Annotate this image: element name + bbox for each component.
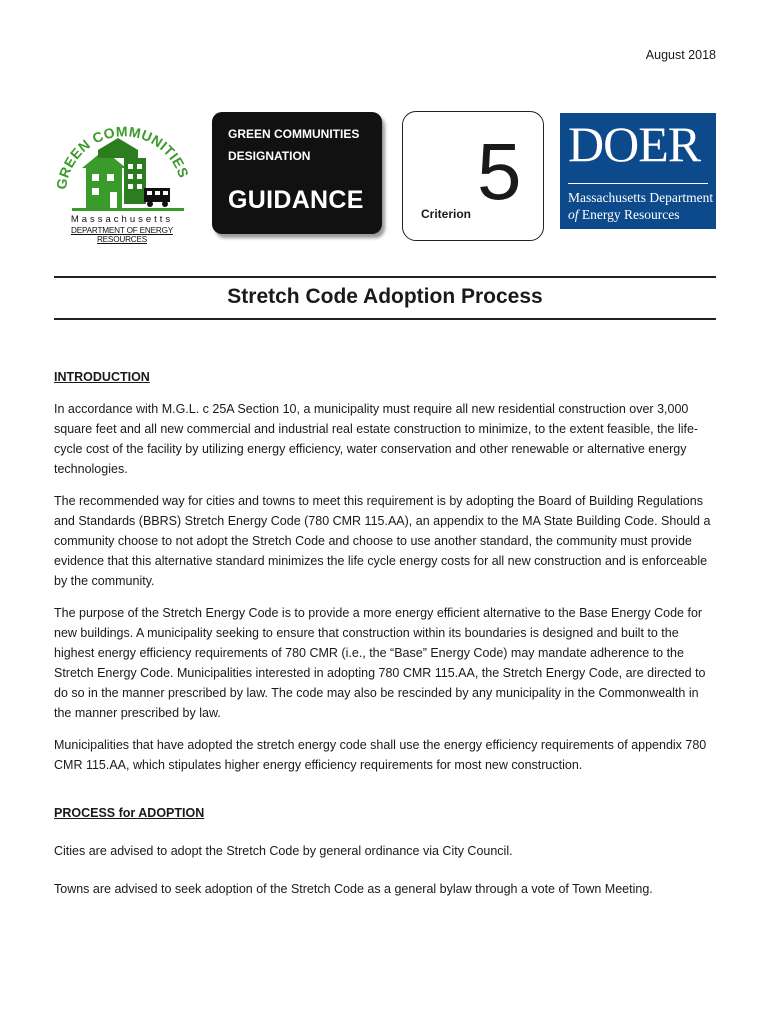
- criterion-label: Criterion: [421, 207, 472, 221]
- criterion-box: [402, 111, 544, 241]
- intro-paragraph-1: In accordance with M.G.L. c 25A Section 10, a municipality must require all new residential construction over 3,000 square feet and all new commercial and industrial real estate construction to minimize, to the extent feasible, the life-cycle cost of the facility by utilizing energy efficiency, water conservation and other renewable or alternative energy technologies.: [54, 402, 699, 476]
- intro-paragraph-3: The purpose of the Stretch Energy Code is to provide a more energy efficient alternative to the Base Energy Code for new buildings. A municipality seeking to ensure that construction within its boundaries is designed and built to the highest energy efficiency requirements of 780 CMR (i.e., the “Base” Energy Code) may mandate adherence to the Stretch Energy Code. Municipalities interested in adopting 780 CMR 115.AA, the Stretch Energy Code, are directed to do so in the manner prescribed by law. The code may also be rescinded by any municipality in the Commonwealth in the manner prescribed by law.: [54, 606, 706, 720]
- criterion-number: 5: [477, 127, 522, 216]
- doer-name-of: of: [568, 207, 579, 222]
- intro-paragraph-2: The recommended way for cities and towns to meet this requirement is by adopting the Board of Building Regulations and Standards (BBRS) Stretch Energy Code (780 CMR 115.AA), an appendix to the MA State Building Code. Should a community choose to not adopt the Stretch Code and choose to use another standard, the community must provide evidence that this alternative standard minimizes the life cycle energy costs for all new construction and is enforceable by the community.: [54, 494, 711, 588]
- doer-mark: DOER: [568, 116, 701, 172]
- guidance-badge: [212, 112, 382, 234]
- page-title: Stretch Code Adoption Process: [227, 285, 543, 308]
- introduction-heading: INTRODUCTION: [54, 370, 150, 384]
- document-date: August 2018: [645, 48, 716, 62]
- title-rule-top: [54, 276, 716, 278]
- title-rule-bottom: [54, 318, 716, 320]
- gc-logo-state: Massachusetts: [70, 214, 174, 225]
- doer-divider: [568, 183, 708, 184]
- process-heading: PROCESS for ADOPTION: [54, 806, 205, 820]
- process-paragraph-2: Towns are advised to seek adoption of the Stretch Code as a general bylaw through a vote of Town Meeting.: [54, 882, 653, 896]
- guidance-line2: DESIGNATION: [228, 149, 311, 163]
- gc-arc-text: GREEN COMMUNITIES: [52, 123, 192, 191]
- gc-logo-department: DEPARTMENT OF ENERGY RESOURCES: [71, 226, 173, 244]
- document-body: [54, 367, 716, 899]
- process-paragraph-1: Cities are advised to adopt the Stretch Code by general ordinance via City Council.: [54, 844, 513, 858]
- doer-name-line2: [568, 207, 680, 223]
- doer-name-line1: Massachusetts Department: [568, 190, 714, 205]
- guidance-line1: GREEN COMMUNITIES: [228, 127, 360, 141]
- doer-name-rest: Energy Resources: [578, 207, 680, 222]
- guidance-title: GUIDANCE: [228, 186, 364, 214]
- intro-paragraph-4: Municipalities that have adopted the stretch energy code shall use the energy efficiency requirements of appendix 780 CMR 115.AA, which stipulates higher energy efficiency requirements for most new construction.: [54, 738, 707, 772]
- doer-logo: [560, 113, 716, 229]
